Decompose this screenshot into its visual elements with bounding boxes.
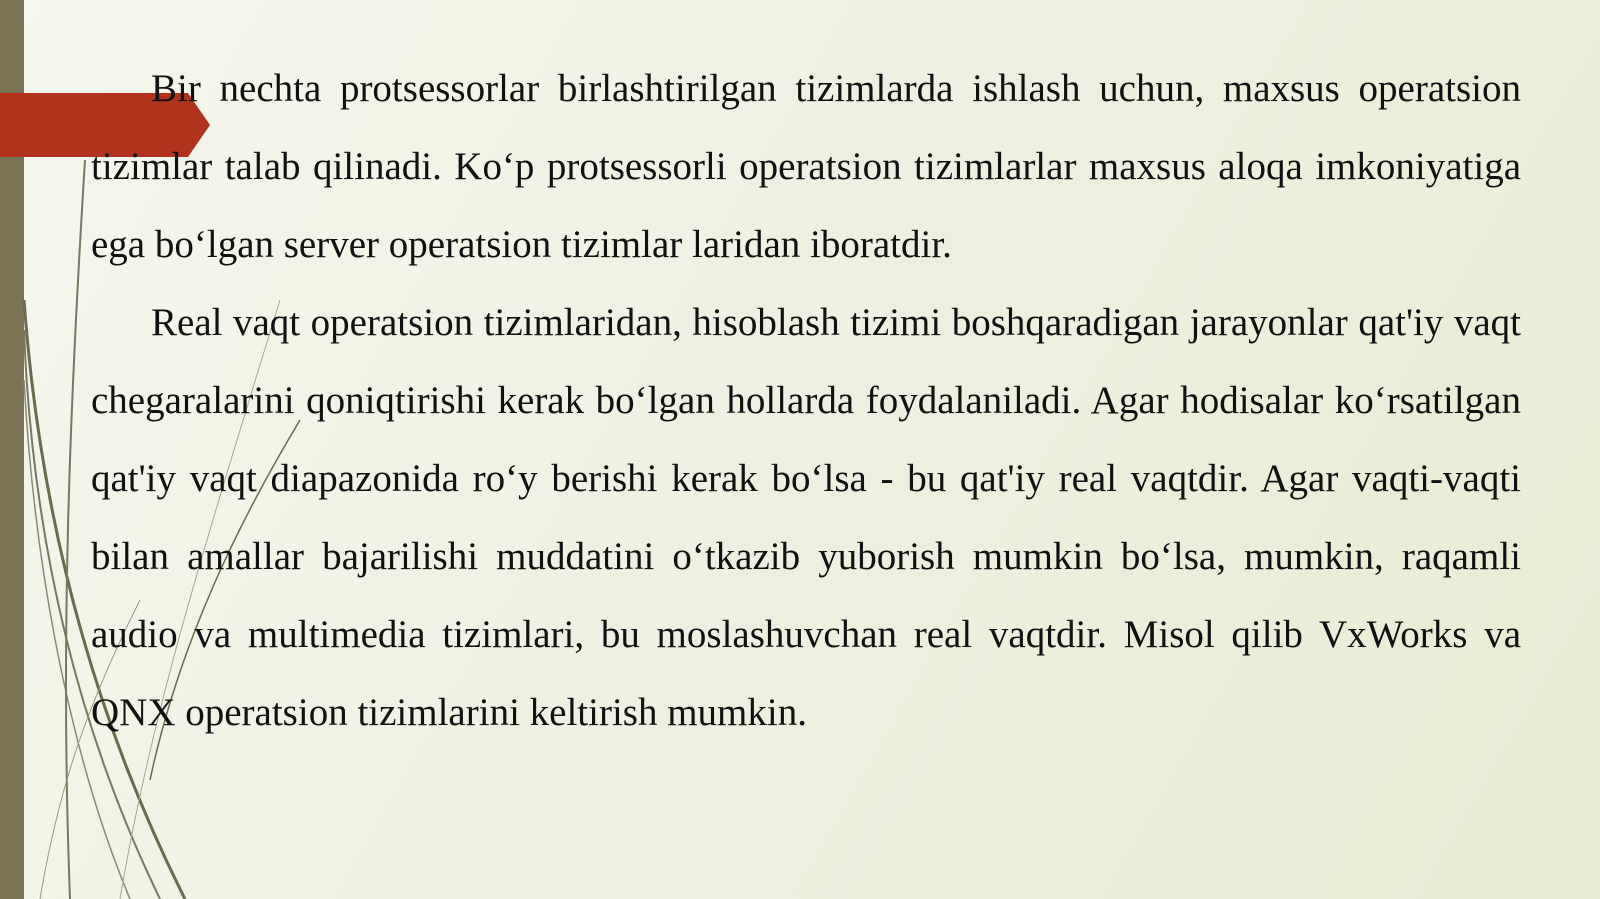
slide-body	[91, 50, 1521, 752]
paragraph-multiprocessor-os: Bir nechta protsessorlar birlashtirilgan tizimlarda ishlash uchun, maxsus operatsion tizimlar talab qilinadi. Ko‘p protsessorli operatsion tizimlarlar maxsus aloqa imkoniyatiga ega bo‘lgan server operatsion tizimlar laridan iboratdir.	[91, 67, 1521, 266]
paragraph-real-time-os: Real vaqt operatsion tizimlaridan, hisoblash tizimi boshqaradigan jarayonlar qat'iy vaqt chegaralarini qoniqtirishi kerak bo‘lgan hollarda foydalaniladi. Agar hodisalar ko‘rsatilgan qat'iy vaqt diapazonida ro‘y berishi kerak bo‘lsa - bu qat'iy real vaqtdir. Agar vaqti-vaqti bilan amallar bajarilishi muddatini o‘tkazib yuborish mumkin bo‘lsa, mumkin, raqamli audio va multimedia tizimlari, bu moslashuvchan real vaqtdir. Misol qilib VxWorks va QNX operatsion tizimlarini keltirish mumkin.	[91, 301, 1521, 734]
